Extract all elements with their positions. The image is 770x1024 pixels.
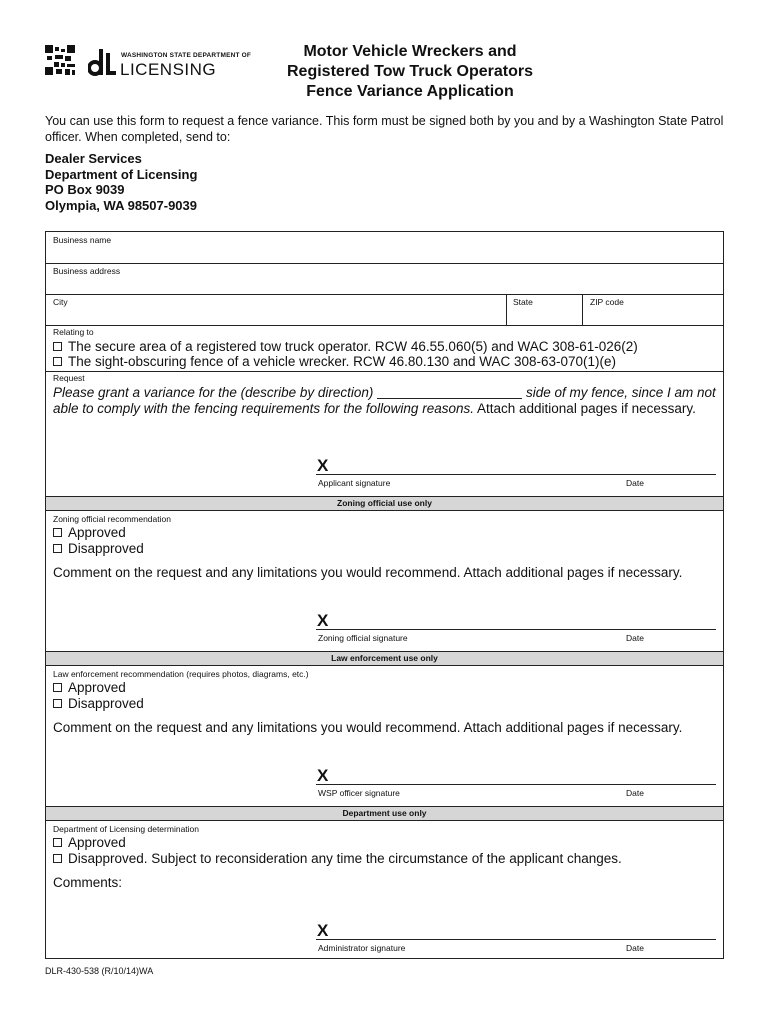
- administrator-signature-label: Administrator signature: [318, 943, 406, 953]
- mailing-address: [45, 151, 197, 213]
- checkbox-icon[interactable]: [53, 683, 62, 692]
- law-disapproved-text: Disapproved: [68, 696, 144, 711]
- zoning-disapproved-option[interactable]: [53, 541, 144, 557]
- request-text-d: Attach additional pages if necessary.: [477, 401, 696, 416]
- zoning-approved-text: Approved: [68, 525, 126, 540]
- signature-x-mark: X: [317, 611, 329, 630]
- logo-licensing-text: LICENSING: [120, 60, 217, 79]
- checkbox-icon[interactable]: [53, 357, 62, 366]
- zoning-signature-line[interactable]: [316, 629, 716, 630]
- city-field[interactable]: City: [53, 297, 68, 307]
- relating-option-wrecker[interactable]: [53, 354, 616, 370]
- form-title: [240, 42, 580, 102]
- title-line-2: Registered Tow Truck Operators: [287, 63, 533, 80]
- zoning-disapproved-text: Disapproved: [68, 541, 144, 556]
- relating-to-label: Relating to: [53, 327, 94, 337]
- administrator-signature-line[interactable]: [316, 939, 716, 940]
- checkbox-icon[interactable]: [53, 528, 62, 537]
- divider: [45, 325, 724, 326]
- dept-approved-text: Approved: [68, 835, 126, 850]
- barcode-icon: [45, 45, 75, 75]
- zoning-signature-label: Zoning official signature: [318, 633, 408, 643]
- checkbox-icon[interactable]: [53, 699, 62, 708]
- checkbox-icon[interactable]: [53, 854, 62, 863]
- request-text-b: side of my fence, since I am not: [525, 385, 716, 400]
- checkbox-icon[interactable]: [53, 342, 62, 351]
- business-address-field[interactable]: Business address: [53, 266, 121, 276]
- law-comment-text: Comment on the request and any limitations you would recommend. Attach additional pages if necessary.: [53, 720, 683, 735]
- date-label: Date: [626, 788, 644, 798]
- request-text-c: able to comply with the fencing requirements for the following reasons.: [53, 401, 474, 416]
- divider: [45, 294, 724, 295]
- relating-option-tow[interactable]: [53, 339, 638, 355]
- checkbox-icon[interactable]: [53, 544, 62, 553]
- state-field[interactable]: State: [513, 297, 533, 307]
- date-label: Date: [626, 943, 644, 953]
- dept-disapproved-option[interactable]: [53, 851, 622, 867]
- signature-x-mark: X: [317, 921, 329, 940]
- signature-x-mark: X: [317, 766, 329, 785]
- zoning-section-band: Zoning official use only: [46, 496, 723, 511]
- title-line-3: Fence Variance Application: [306, 83, 514, 100]
- intro-text: You can use this form to request a fence variance. This form must be signed both by you and by a Washington State Patrol officer. When completed, send to:: [45, 114, 724, 144]
- wsp-signature-label: WSP officer signature: [318, 788, 400, 798]
- zoning-approved-option[interactable]: [53, 525, 126, 541]
- dept-comments-label: Comments:: [53, 875, 123, 890]
- divider: [45, 371, 724, 372]
- zoning-recommendation-label: Zoning official recommendation: [53, 514, 171, 524]
- law-disapproved-option[interactable]: [53, 696, 144, 712]
- applicant-signature-label: Applicant signature: [318, 478, 391, 488]
- relating-option-wrecker-text: The sight-obscuring fence of a vehicle wrecker. RCW 46.80.130 and WAC 308-63-070(1)(e): [68, 354, 617, 369]
- dol-logo-icon: [88, 47, 116, 77]
- divider: [45, 263, 724, 264]
- logo-agency-text: WASHINGTON STATE DEPARTMENT OF: [121, 52, 252, 59]
- dept-section-band: Department use only: [46, 806, 723, 821]
- title-line-1: Motor Vehicle Wreckers and: [303, 43, 517, 60]
- zoning-comment-text: Comment on the request and any limitations you would recommend. Attach additional pages if necessary.: [53, 565, 683, 580]
- address-line-3: PO Box 9039: [45, 182, 125, 197]
- zip-field[interactable]: ZIP code: [590, 297, 624, 307]
- divider: [506, 294, 507, 325]
- law-approved-option[interactable]: [53, 680, 126, 696]
- address-line-1: Dealer Services: [45, 151, 142, 166]
- signature-x-mark: X: [317, 456, 329, 475]
- relating-option-tow-text: The secure area of a registered tow truck operator. RCW 46.55.060(5) and WAC 308-61-026(2): [68, 339, 638, 354]
- applicant-signature-line[interactable]: [316, 474, 716, 475]
- wsp-signature-line[interactable]: [316, 784, 716, 785]
- address-line-4: Olympia, WA 98507-9039: [45, 197, 197, 213]
- request-text-a: Please grant a variance for the (describe by direction): [53, 385, 374, 400]
- direction-input[interactable]: [377, 387, 522, 399]
- form-number: DLR-430-538 (R/10/14)WA: [45, 966, 154, 976]
- law-recommendation-label: Law enforcement recommendation (requires photos, diagrams, etc.): [53, 669, 309, 679]
- date-label: Date: [626, 478, 644, 488]
- date-label: Date: [626, 633, 644, 643]
- address-line-2: Department of Licensing: [45, 166, 198, 182]
- law-section-band: Law enforcement use only: [46, 651, 723, 666]
- dept-determination-label: Department of Licensing determination: [53, 824, 199, 834]
- checkbox-icon[interactable]: [53, 838, 62, 847]
- dept-approved-option[interactable]: [53, 835, 126, 851]
- request-label: Request: [53, 373, 85, 383]
- divider: [582, 294, 583, 325]
- dept-disapproved-text: Disapproved. Subject to reconsideration any time the circumstance of the applicant changes.: [68, 851, 622, 866]
- law-approved-text: Approved: [68, 680, 126, 695]
- request-line-1: [53, 385, 716, 401]
- business-name-field[interactable]: Business name: [53, 235, 112, 245]
- request-line-2: [53, 401, 696, 417]
